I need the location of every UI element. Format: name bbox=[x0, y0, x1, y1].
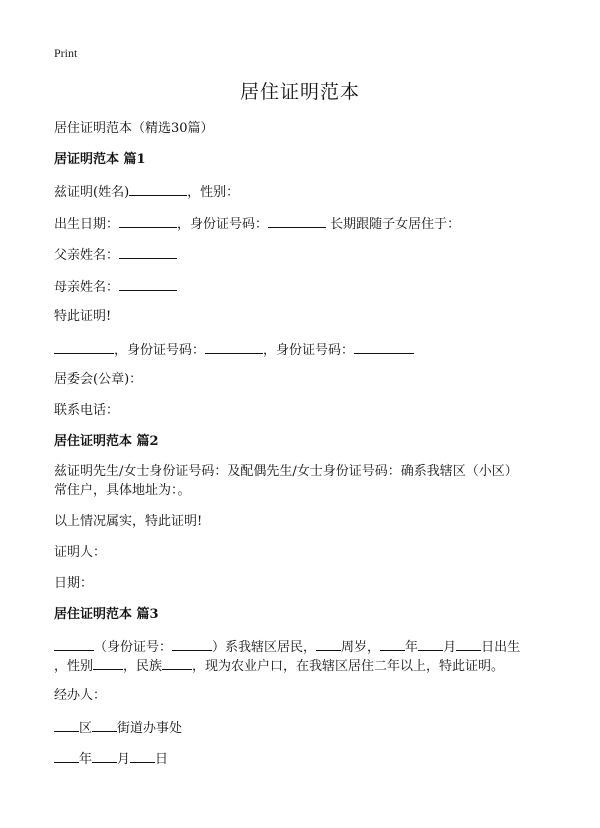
document-subtitle: 居住证明范本（精选30篇） bbox=[54, 121, 214, 136]
s3-line-4 bbox=[54, 718, 554, 738]
s1-line-6 bbox=[54, 340, 554, 360]
text-segment: ，性别 bbox=[54, 659, 94, 674]
s1-line-5: 特此证明! bbox=[54, 309, 112, 324]
text-segment: 日出生 bbox=[481, 640, 521, 655]
blank-field bbox=[119, 214, 177, 228]
text-segment: ，身份证号码： bbox=[114, 343, 206, 358]
text-segment: 街道办事处 bbox=[117, 721, 183, 736]
blank-field bbox=[54, 340, 114, 354]
text-segment: 年 bbox=[79, 752, 93, 767]
blank-field bbox=[92, 718, 117, 732]
text-segment: 母亲姓名： bbox=[54, 280, 120, 295]
s1-line-8: 联系电话： bbox=[54, 403, 120, 418]
s1-line-7: 居委会(公章)： bbox=[54, 372, 143, 387]
blank-field bbox=[54, 718, 79, 732]
text-segment: ）系我辖区居民， bbox=[212, 640, 317, 655]
blank-field bbox=[456, 637, 481, 651]
s1-line-3 bbox=[54, 245, 554, 265]
text-segment: ，身份证号码： bbox=[177, 217, 269, 232]
text-segment: 父亲姓名： bbox=[54, 248, 120, 263]
text-segment: 日 bbox=[155, 752, 169, 767]
text-segment: 兹证明(姓名) bbox=[54, 185, 130, 200]
print-link[interactable]: Print bbox=[54, 46, 78, 60]
s1-line-2 bbox=[54, 214, 554, 234]
blank-field bbox=[316, 637, 341, 651]
blank-field bbox=[119, 277, 177, 291]
text-segment: 长期跟随子女居住于： bbox=[330, 217, 461, 232]
text-segment: 区 bbox=[79, 721, 93, 736]
s1-line-1 bbox=[54, 182, 554, 202]
blank-field bbox=[93, 656, 123, 670]
text-segment: 周岁， bbox=[341, 640, 381, 655]
blank-field bbox=[130, 749, 155, 763]
blank-field bbox=[268, 214, 326, 228]
text-segment: ，民族 bbox=[123, 659, 163, 674]
text-segment: 出生日期： bbox=[54, 217, 120, 232]
blank-field bbox=[205, 340, 263, 354]
s3-line-1 bbox=[54, 637, 554, 657]
section-3-heading: 居住证明范本 篇3 bbox=[54, 607, 159, 622]
document-title: 居住证明范本 bbox=[239, 81, 360, 103]
section-2-heading: 居住证明范本 篇2 bbox=[54, 434, 159, 449]
blank-field bbox=[54, 749, 79, 763]
s3-line-3: 经办人： bbox=[54, 688, 107, 703]
s3-line-5 bbox=[54, 749, 554, 769]
s3-line-2 bbox=[54, 656, 554, 676]
blank-field bbox=[162, 656, 192, 670]
blank-field bbox=[354, 340, 414, 354]
s2-line-2: 常住户，具体地址为：。 bbox=[54, 483, 191, 498]
blank-field bbox=[380, 637, 405, 651]
s2-line-5: 日期： bbox=[54, 576, 94, 591]
s2-line-4: 证明人： bbox=[54, 545, 107, 560]
s2-line-1: 兹证明先生/女士身份证号码：及配偶先生/女士身份证号码：确系我辖区（小区） bbox=[54, 464, 518, 479]
text-segment: 月 bbox=[117, 752, 131, 767]
text-segment: ，性别： bbox=[187, 185, 240, 200]
text-segment: ，身份证号码： bbox=[263, 343, 355, 358]
s2-line-3: 以上情况属实，特此证明! bbox=[54, 514, 203, 529]
blank-field bbox=[119, 245, 177, 259]
text-segment: ，现为农业户口，在我辖区居住二年以上，特此证明。 bbox=[192, 659, 505, 674]
text-segment: （身份证号： bbox=[94, 640, 173, 655]
blank-field bbox=[172, 637, 212, 651]
text-segment: 年 bbox=[405, 640, 419, 655]
blank-field bbox=[418, 637, 443, 651]
blank-field bbox=[92, 749, 117, 763]
text-segment: 月 bbox=[443, 640, 457, 655]
section-1-heading: 居证明范本 篇1 bbox=[54, 152, 146, 167]
blank-field bbox=[129, 182, 187, 196]
blank-field bbox=[54, 637, 94, 651]
s1-line-4 bbox=[54, 277, 554, 297]
